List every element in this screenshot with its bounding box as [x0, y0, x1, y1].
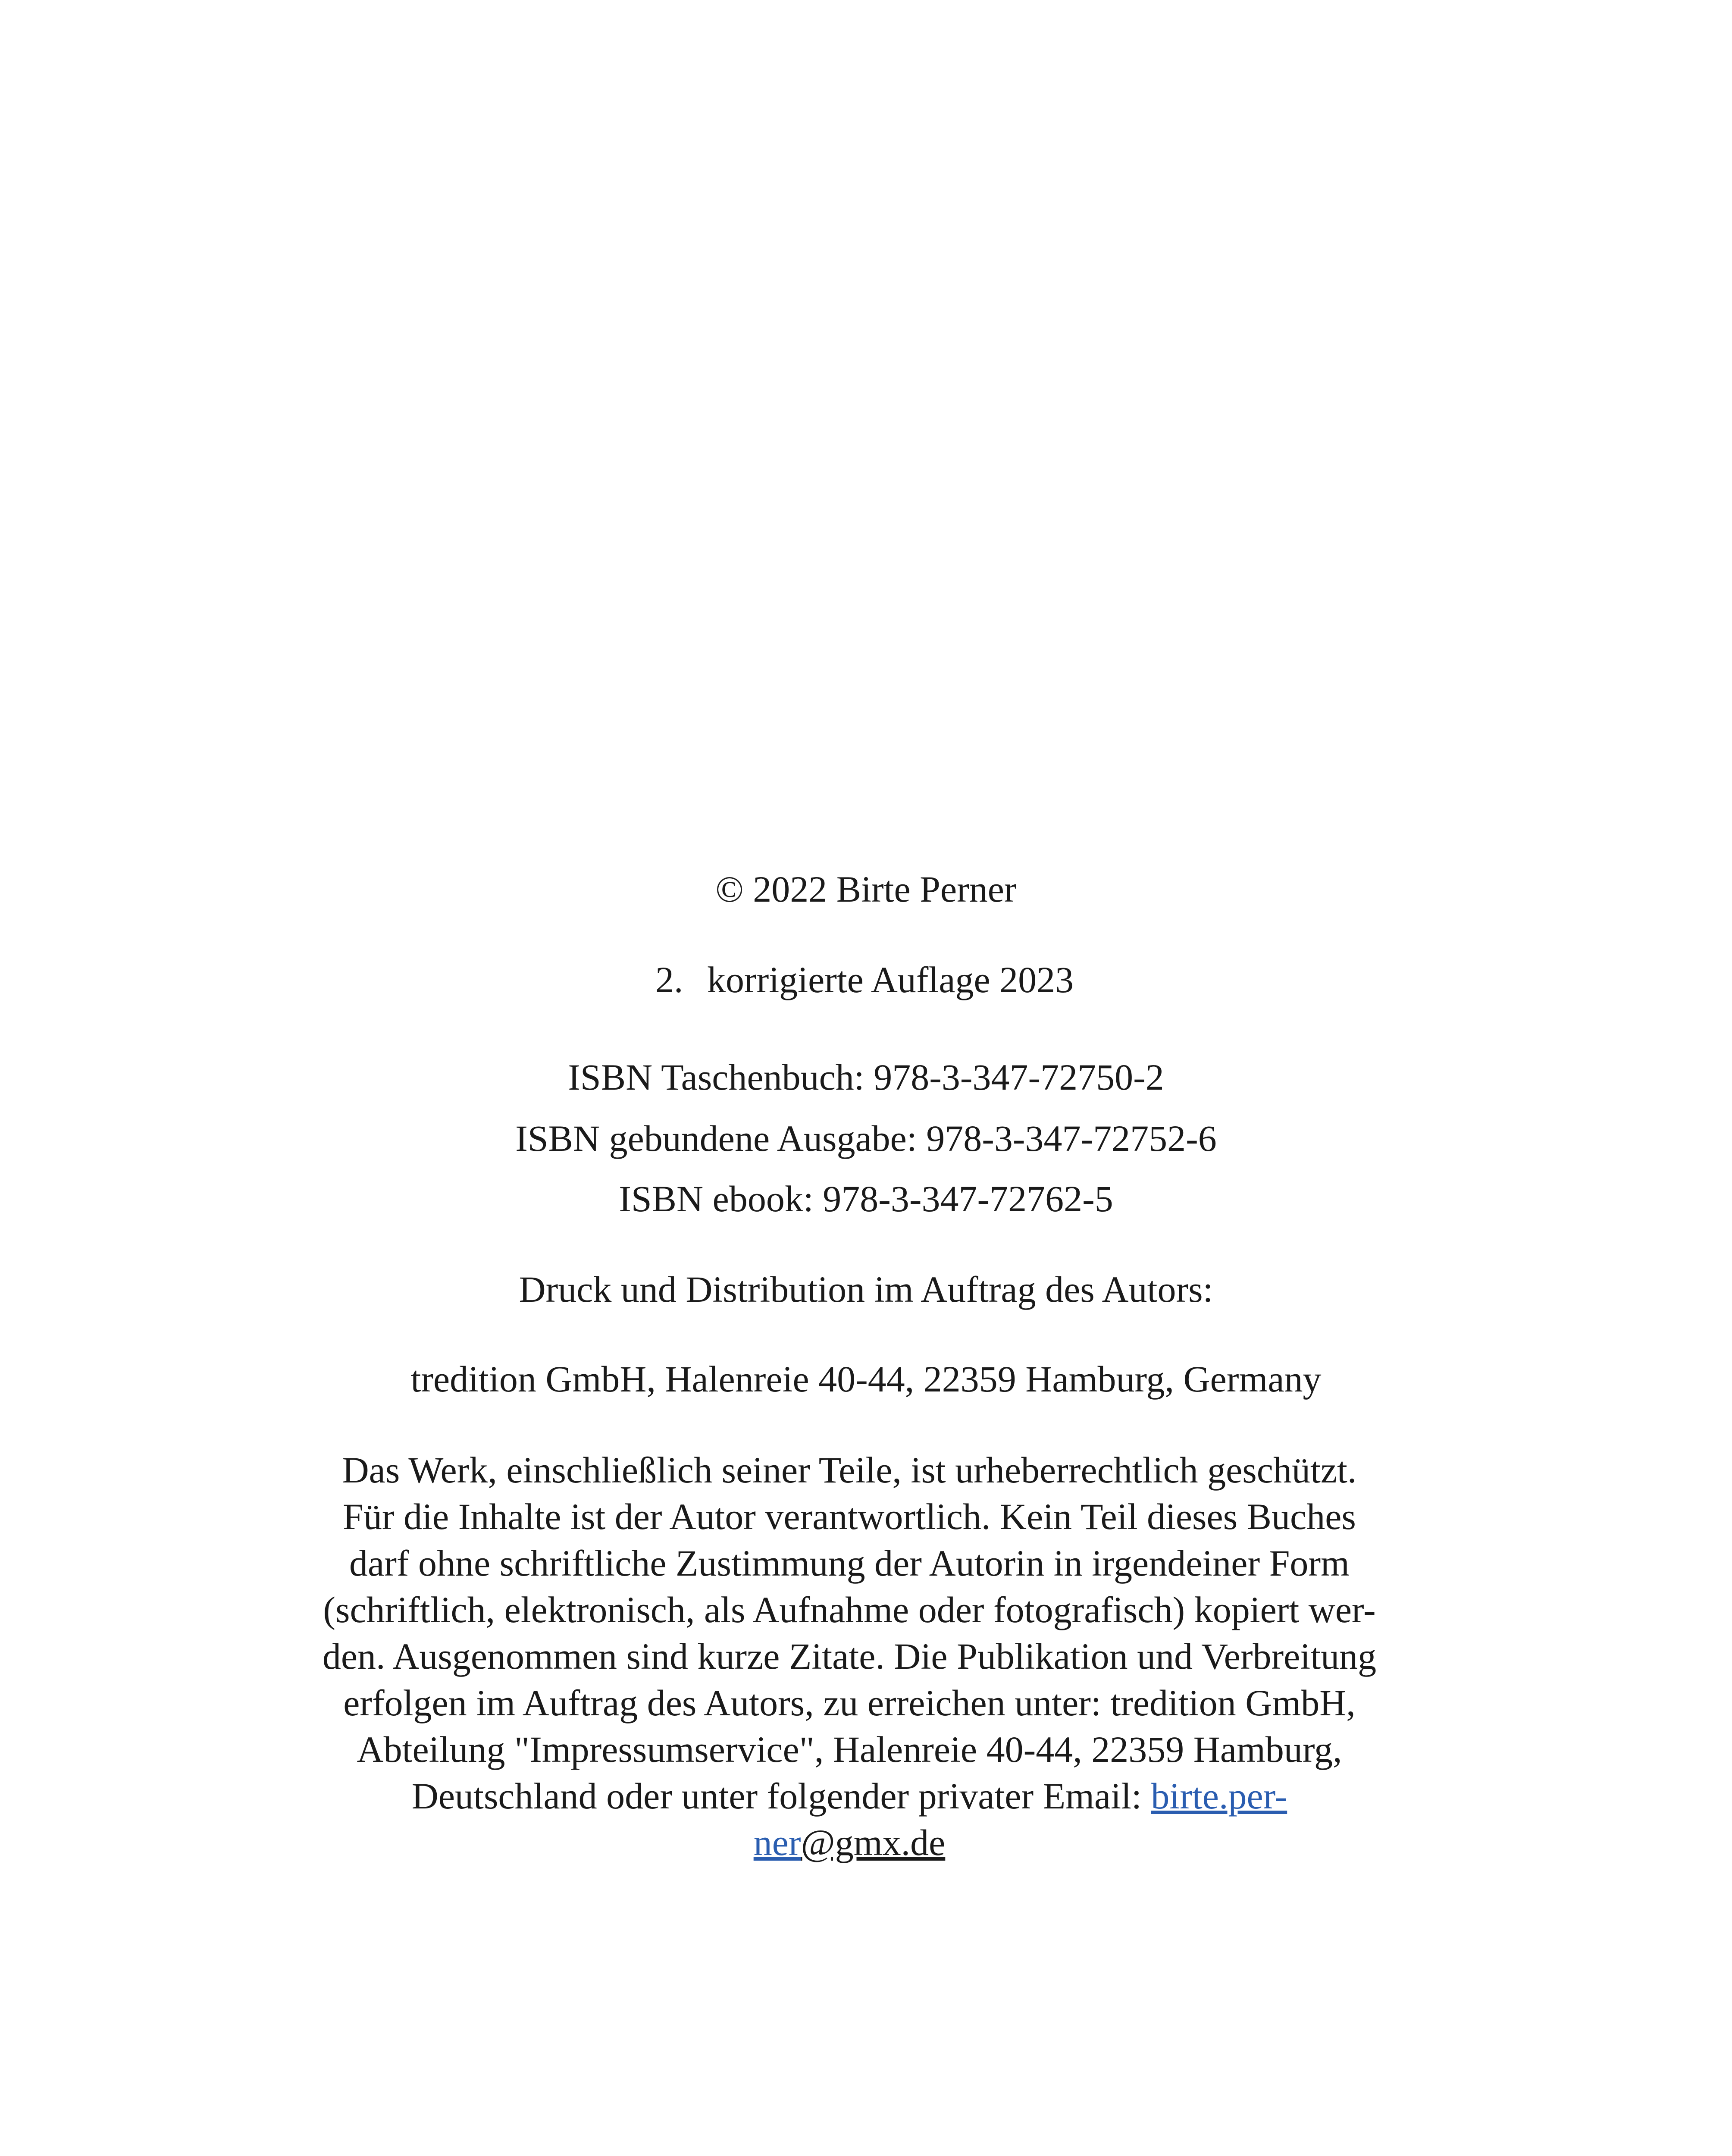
isbn-ebook: ISBN ebook: 978-3-347-72762-5: [619, 1178, 1113, 1219]
isbn-hardcover: ISBN gebundene Ausgabe: 978-3-347-72752-6: [515, 1118, 1217, 1159]
legal-notice-line: erfolgen im Auftrag des Autors, zu erreichen unter: tredition GmbH,: [343, 1682, 1356, 1724]
email-link-continued[interactable]: ner: [753, 1822, 801, 1863]
email-domain[interactable]: @gmx.de: [801, 1822, 946, 1863]
edition-line: [655, 958, 1074, 1001]
legal-notice-line: den. Ausgenommen sind kurze Zitate. Die Publikation und Verbreitung: [322, 1636, 1377, 1677]
legal-notice-line: (schriftlich, elektronisch, als Aufnahme oder fotografisch) kopiert wer-: [323, 1589, 1376, 1630]
edition-number: 2.: [655, 959, 683, 1000]
legal-notice-line: darf ohne schriftliche Zustimmung der Autorin in irgendeiner Form: [349, 1542, 1350, 1584]
legal-notice-line: Für die Inhalte ist der Autor verantwortlich. Kein Teil dieses Buches: [343, 1496, 1356, 1537]
legal-notice-email-line-2: [241, 1819, 1457, 1866]
email-link[interactable]: birte.per-: [1151, 1775, 1287, 1817]
edition-label: korrigierte Auflage 2023: [707, 959, 1074, 1000]
print-distribution-line: Druck und Distribution im Auftrag des Autors:: [519, 1269, 1213, 1310]
legal-notice: [241, 1447, 1457, 1866]
legal-notice-email-line: [241, 1773, 1457, 1819]
publisher-address: tredition GmbH, Halenreie 40-44, 22359 Hamburg, Germany: [410, 1358, 1322, 1400]
isbn-paperback: ISBN Taschenbuch: 978-3-347-72750-2: [568, 1056, 1164, 1098]
copyright-line: © 2022 Birte Perner: [715, 868, 1017, 910]
legal-notice-line: Das Werk, einschließlich seiner Teile, ist urheberrechtlich geschützt.: [342, 1449, 1357, 1491]
email-prefix: Deutschland oder unter folgender privater Email:: [411, 1775, 1151, 1817]
legal-notice-line: Abteilung "Impressumservice", Halenreie 40-44, 22359 Hamburg,: [357, 1729, 1342, 1770]
